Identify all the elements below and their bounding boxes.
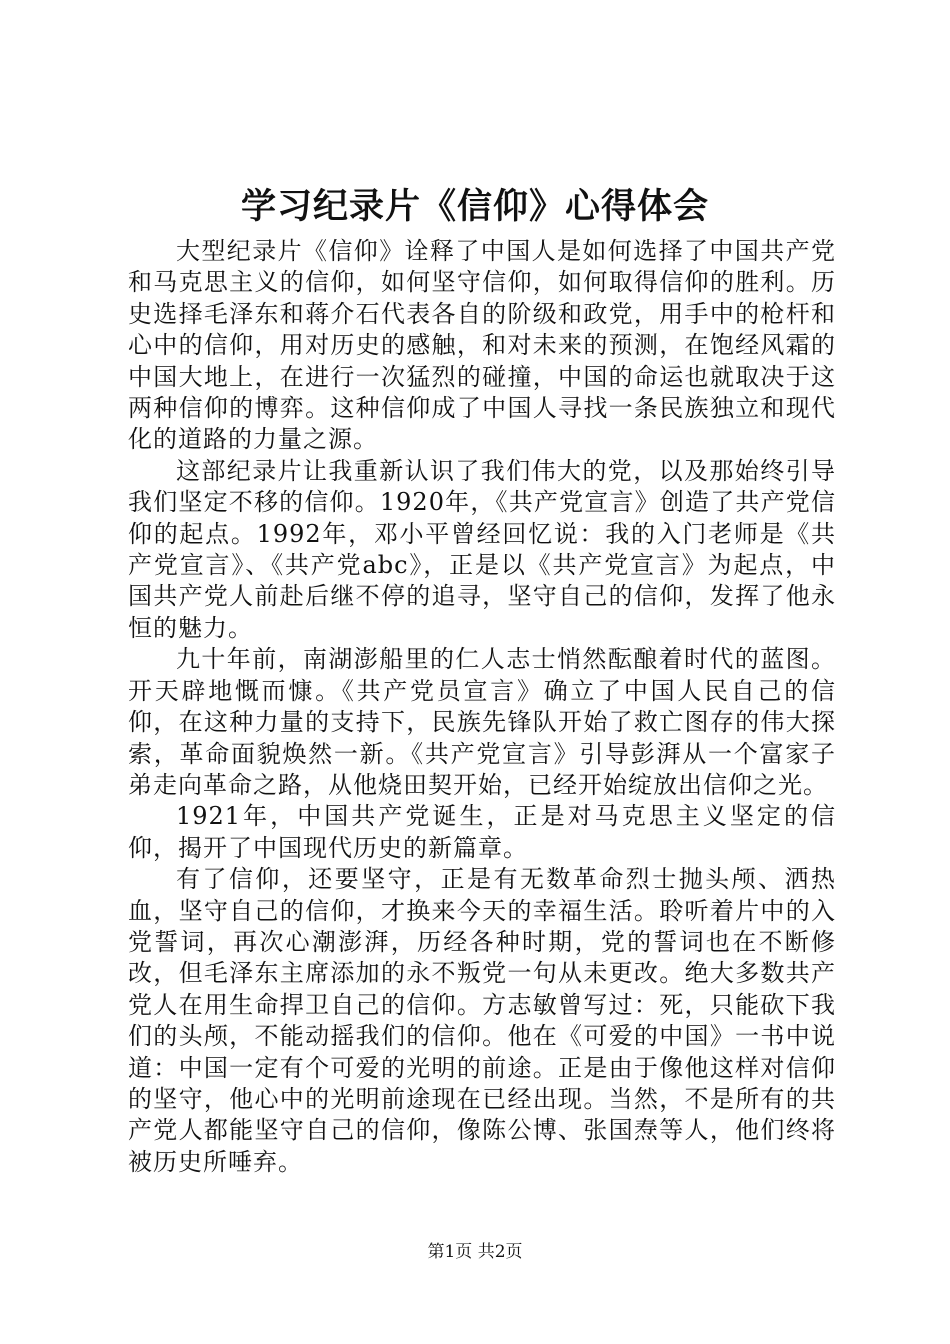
paragraph-1: 大型纪录片《信仰》诠释了中国人是如何选择了中国共产党和马克思主义的信仰，如何坚守信仰，如何取得信仰的胜利。历史选择毛泽东和蒋介石代表各自的阶级和政党，用手中的枪杆和心中的信仰，用对历史的感触，和对未来的预测，在饱经风霜的中国大地上，在进行一次猛烈的碰撞，中国的命运也就取决于这两种信仰的博弈。这种信仰成了中国人寻找一条民族独立和现代化的道路的力量之源。 <box>128 237 836 454</box>
paragraph-3: 九十年前，南湖澎船里的仁人志士悄然酝酿着时代的蓝图。开天辟地慨而慷。《共产党员宣言》确立了中国人民自己的信仰，在这种力量的支持下，民族先锋队开始了救亡图存的伟大探索，革命面貌焕然一新。《共产党宣言》引导彭湃从一个富家子弟走向革命之路，从他烧田契开始，已经开始绽放出信仰之光。 <box>128 645 836 799</box>
page-footer: 第1页 共2页 <box>427 1242 523 1262</box>
paragraph-2: 这部纪录片让我重新认识了我们伟大的党，以及那始终引导我们坚定不移的信仰。1920年，《共产党宣言》创造了共产党信仰的起点。1992年，邓小平曾经回忆说：我的入门老师是《共产党宣言》、《共产党abc》，正是以《共产党宣言》为起点，中国共产党人前赴后继不停的追寻，坚守自己的信仰，发挥了他永恒的魅力。 <box>128 456 836 642</box>
document-body <box>128 236 836 1178</box>
paragraph-4: 1921年，中国共产党诞生，正是对马克思主义坚定的信仰，揭开了中国现代历史的新篇章。 <box>128 802 836 862</box>
paragraph-5: 有了信仰，还要坚守，正是有无数革命烈士抛头颅、洒热血，坚守自己的信仰，才换来今天的幸福生活。聆听着片中的入党誓词，再次心潮澎湃，历经各种时期，党的誓词也在不断修改，但毛泽东主席添加的永不叛党一句从未更改。绝大多数共产党人在用生命捍卫自己的信仰。方志敏曾写过：死，只能砍下我们的头颅，不能动摇我们的信仰。他在《可爱的中国》一书中说道：中国一定有个可爱的光明的前途。正是由于像他这样对信仰的坚守，他心中的光明前途现在已经出现。当然，不是所有的共产党人都能坚守自己的信仰，像陈公博、张国焘等人，他们终将被历史所唾弃。 <box>128 865 836 1176</box>
document-title: 学习纪录片《信仰》心得体会 <box>240 187 709 227</box>
